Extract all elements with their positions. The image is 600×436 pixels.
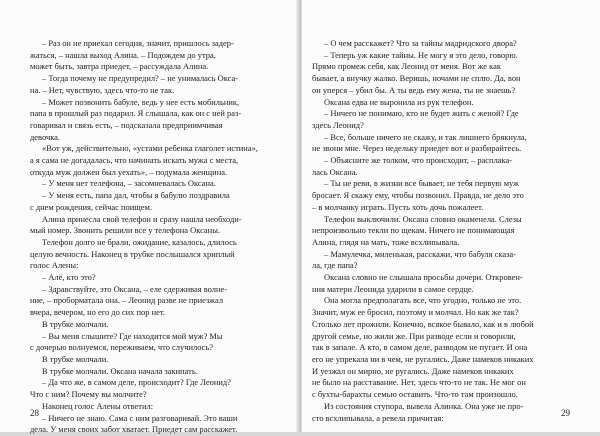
text-line: папа в прошлый раз подарил. Я слышала, как он с ней раз- bbox=[30, 108, 242, 119]
right-page bbox=[302, 0, 600, 432]
text-line: другой семье, но жили же. При разводе если и говорили, bbox=[312, 330, 516, 341]
text-line: Телефон долго не брали, ожидание, казалось, длилось bbox=[42, 236, 237, 247]
text-line: – Раз он не приехал сегодня, значит, пришлось задер- bbox=[42, 38, 234, 48]
text-line: Она могла предполагать все, что угодно, только не это. bbox=[324, 295, 522, 306]
text-line: В трубке молчали. bbox=[42, 318, 109, 329]
text-line: – Ты не реви, в жизни все бывает, не тебя первую муж bbox=[324, 178, 519, 189]
text-line: а я сама не догадалась, что начинать искать мужа с места, bbox=[30, 155, 239, 166]
text-line: с бухты-барахты семью оставить. Что-то там произошло. bbox=[312, 389, 518, 400]
text-line: непроизвольно текли по щекам. Ничего не понимающая bbox=[312, 225, 515, 236]
text-line: вчера, вечером, но его до сих пор нет. bbox=[30, 307, 165, 318]
text-line: Оксана словно не слышала просьбы дочери. Откровен- bbox=[324, 272, 523, 283]
text-line: ния матери Леонида ударили в самое сердце. bbox=[312, 283, 474, 294]
left-page-number: 28 bbox=[30, 408, 39, 418]
text-line: Алина, глядя на мать, тоже всхлипывала. bbox=[312, 236, 460, 247]
text-line: лась Оксана. bbox=[312, 166, 358, 177]
text-line: Значит, муж ее бросил, поэтому и молчал. Но как же так? bbox=[312, 307, 519, 318]
text-line: – Тогда почему не предупредил? – не унималась Окса- bbox=[42, 73, 239, 84]
text-line: – Объясните же толком, что происходит, – расплака- bbox=[324, 155, 513, 166]
text-line: целую вечность. Наконец в трубке послышался хриплый bbox=[30, 248, 235, 259]
text-line: – У меня есть, папа дал, чтобы я бабулю поздравила bbox=[42, 190, 230, 201]
text-line: Что с ним? Почему вы молчите? bbox=[30, 389, 147, 400]
text-line: – Все, больше ничего не скажу, и так лишнего брякнула, bbox=[324, 131, 527, 142]
text-line: И уезжал он мирно, не ругались. Даже намеков никаких bbox=[312, 365, 514, 376]
text-line: – Да что же, в самом деле, происходит? Где Леонид? bbox=[42, 377, 231, 388]
text-line: ла, где папа? bbox=[312, 260, 358, 271]
text-line: на. – Нет, чувствую, здесь что-то не так. bbox=[30, 84, 175, 95]
text-line: мый номер. Звонить решили все у телефона Оксаны. bbox=[30, 225, 220, 236]
text-line: Столько лет прожили. Конечно, всякое бывало, как и в любой bbox=[312, 318, 534, 329]
text-line: – Теперь уж какие тайны. Не могу я это дело, говорю. bbox=[324, 49, 518, 60]
text-line: – в молчанку играть. Пусть хоть дочь пожалеет. bbox=[312, 201, 484, 212]
text-line: – Может позвонить бабуле, ведь у нее есть мобильник, bbox=[42, 96, 240, 107]
text-line: Алина принесла свой телефон и сразу нашла необходи- bbox=[42, 213, 242, 224]
text-line: Прямо промеж себя, как Леонид от меня. Вот же как bbox=[312, 61, 501, 72]
text-line: – Алё, кто это? bbox=[42, 272, 96, 283]
right-page-number: 29 bbox=[561, 408, 570, 418]
text-line: – О чем расскажет? Что за тайны мадридского двора? bbox=[324, 38, 517, 48]
text-line: откуда муж должен был уехать», – подумала женщина. bbox=[30, 166, 228, 177]
text-line: голос Алены: bbox=[30, 260, 79, 271]
text-line: бросает. Я скажу ему, чтобы позвонил. Правда, не дело это bbox=[312, 190, 524, 201]
text-line: – Ничего не понимаю, кто не будет жить с женой? Где bbox=[324, 108, 519, 119]
text-line: – У меня нет телефона, – засомневалась Оксана. bbox=[42, 178, 216, 189]
text-line: так в запале. А кто, в самом деле, разводом не пугает. И она bbox=[312, 342, 528, 353]
text-line: В трубке молчали. bbox=[42, 353, 109, 364]
text-line: дела. У меня своих забот хватает. Приедет сам расскажет. bbox=[30, 424, 238, 435]
text-line: – Мамулечка, миленькая, расскажи, что бабуля сказа- bbox=[324, 248, 516, 259]
left-page-text bbox=[30, 38, 288, 436]
text-line: ние, – проборматала она. – Леонид разве не приезжал bbox=[30, 295, 224, 306]
text-line: Оксана едва не выронила из рук телефон. bbox=[324, 96, 474, 107]
text-line: – Вы меня слышите? Где находится мой муж? Мы bbox=[42, 330, 223, 341]
text-line: его не упрекала ни в чем, не ругались. Даже намеков никаких bbox=[312, 353, 534, 364]
text-line: может быть, завтра приедет, – рассуждала Алина. bbox=[30, 61, 209, 72]
text-line: с дочерью волнуемся, переживаем, что случилось? bbox=[30, 342, 213, 353]
text-line: жаться, – нашла выход Алина. – Подождем до утра, bbox=[30, 49, 216, 60]
text-line: Из состояния ступора, вывела Алинка. Она уже не про- bbox=[324, 400, 524, 411]
text-line: не звони мне. Через недельку приедет вот и разбирайтесь. bbox=[312, 143, 522, 154]
text-line: говаривал и связь есть, – подсказала предприимчивая bbox=[30, 119, 223, 130]
text-line: девочка. bbox=[30, 131, 61, 142]
left-page bbox=[0, 0, 298, 435]
text-line: В трубке молчали. Оксана начала закипать. bbox=[42, 365, 198, 376]
text-line: он уперся – убил бы. А ты ведь ему жена, ты не знаешь? bbox=[312, 84, 516, 95]
text-line: Телефон выключили. Оксана словно окаменела. Слезы bbox=[324, 213, 522, 224]
right-page-text bbox=[312, 38, 570, 424]
text-line: Наконец голос Алены ответил: bbox=[42, 400, 154, 411]
text-line: с днем рождения, сейчас поищем. bbox=[30, 201, 152, 212]
text-line: не было на расставание. Нет, здесь что-то не так. Не мог он bbox=[312, 377, 526, 388]
text-line: бывает, а внучку жалко. Веришь, ночами не сплю. Да, вон bbox=[312, 73, 521, 84]
text-line: – Здравствуйте, это Оксана, – еле сдерживая волне- bbox=[42, 283, 228, 294]
text-line: «Вот уж, действительно, «устами ребенка глаголет истина», bbox=[42, 143, 258, 154]
text-line: – Ничего не знаю. Сама с ним разговаривай. Это ваши bbox=[42, 412, 238, 423]
text-line: сто всхлипывала, а ревела причитая: bbox=[312, 412, 444, 423]
text-line: здесь Леонид? bbox=[312, 119, 364, 130]
